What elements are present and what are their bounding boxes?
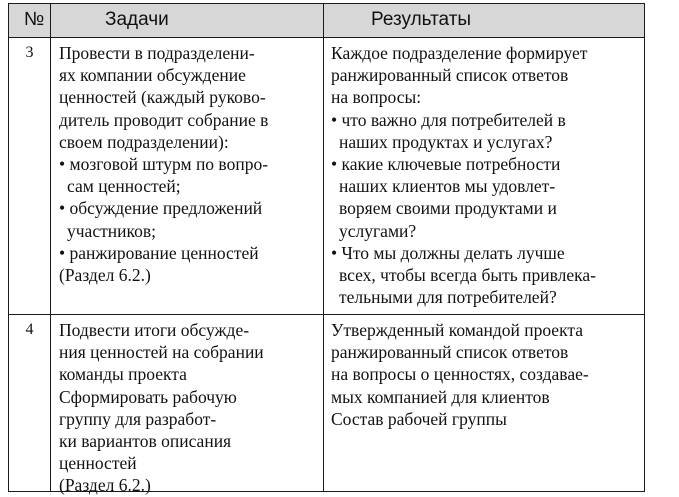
header-tasks: Задачи <box>105 9 169 30</box>
row-divider <box>9 314 644 315</box>
text-line: • что важно для потребителей в <box>331 109 566 130</box>
text-line: Подвести итоги обсужде- <box>59 320 250 340</box>
text-line: дитель проводит собрание в <box>59 109 269 130</box>
text-line: на вопросы: <box>331 87 422 108</box>
text-line: Каждое подразделение формирует <box>331 43 588 63</box>
text-line: группу для разработ- <box>59 408 217 429</box>
table <box>8 3 645 496</box>
text-line: • Что мы должны делать лучше <box>331 242 565 263</box>
text-line: команды проекта <box>59 364 187 385</box>
table-header <box>9 4 644 38</box>
text-line: • обсуждение предложений <box>59 198 263 219</box>
text-line: ранжированный список ответов <box>331 342 569 363</box>
column-divider-1 <box>50 4 51 491</box>
column-divider-2 <box>323 4 324 491</box>
text-line: наших продуктах и услугах? <box>339 131 553 152</box>
header-num: № <box>24 9 45 30</box>
text-line: своем подразделении): <box>59 131 229 152</box>
text-line: на вопросы о ценностях, создавае- <box>331 364 589 385</box>
text-line: Утвержденный командой проекта <box>331 320 583 340</box>
header-results: Результаты <box>371 9 472 30</box>
text-line: ранжированный список ответов <box>331 65 569 86</box>
text-line: тельными для потребителей? <box>339 287 557 308</box>
text-line: (Раздел 6.2.) <box>59 475 151 496</box>
row-number-4: 4 <box>25 321 34 338</box>
text-line: (Раздел 6.2.) <box>59 264 151 285</box>
text-line: • ранжирование ценностей <box>59 242 259 263</box>
text-line: участников; <box>67 220 156 241</box>
text-line: Состав рабочей группы <box>331 408 507 429</box>
text-line: ценностей <box>59 453 137 474</box>
task-cell-3 <box>59 42 268 286</box>
text-line: Провести в подразделени- <box>59 43 255 63</box>
row-number-3: 3 <box>25 44 34 61</box>
text-line: ки вариантов описания <box>59 430 232 451</box>
text-line: услугами? <box>339 220 417 241</box>
text-line: наших клиентов мы удовлет- <box>339 176 556 197</box>
text-line: воряем своими продуктами и <box>339 198 557 219</box>
text-line: • мозговой штурм по вопро- <box>59 153 269 174</box>
text-line: мых компанией для клиентов <box>331 386 550 407</box>
result-cell-3 <box>331 42 596 308</box>
task-cell-4 <box>59 319 264 497</box>
text-line: ях компании обсуждение <box>59 65 246 86</box>
text-line: всех, чтобы всегда быть привлека- <box>339 264 596 285</box>
text-line: ценностей (каждый руково- <box>59 87 266 108</box>
text-line: ния ценностей на собрании <box>59 342 264 363</box>
text-line: • какие ключевые потребности <box>331 153 561 174</box>
text-line: Сформировать рабочую <box>59 386 237 407</box>
result-cell-4 <box>331 319 589 430</box>
text-line: сам ценностей; <box>67 176 181 197</box>
